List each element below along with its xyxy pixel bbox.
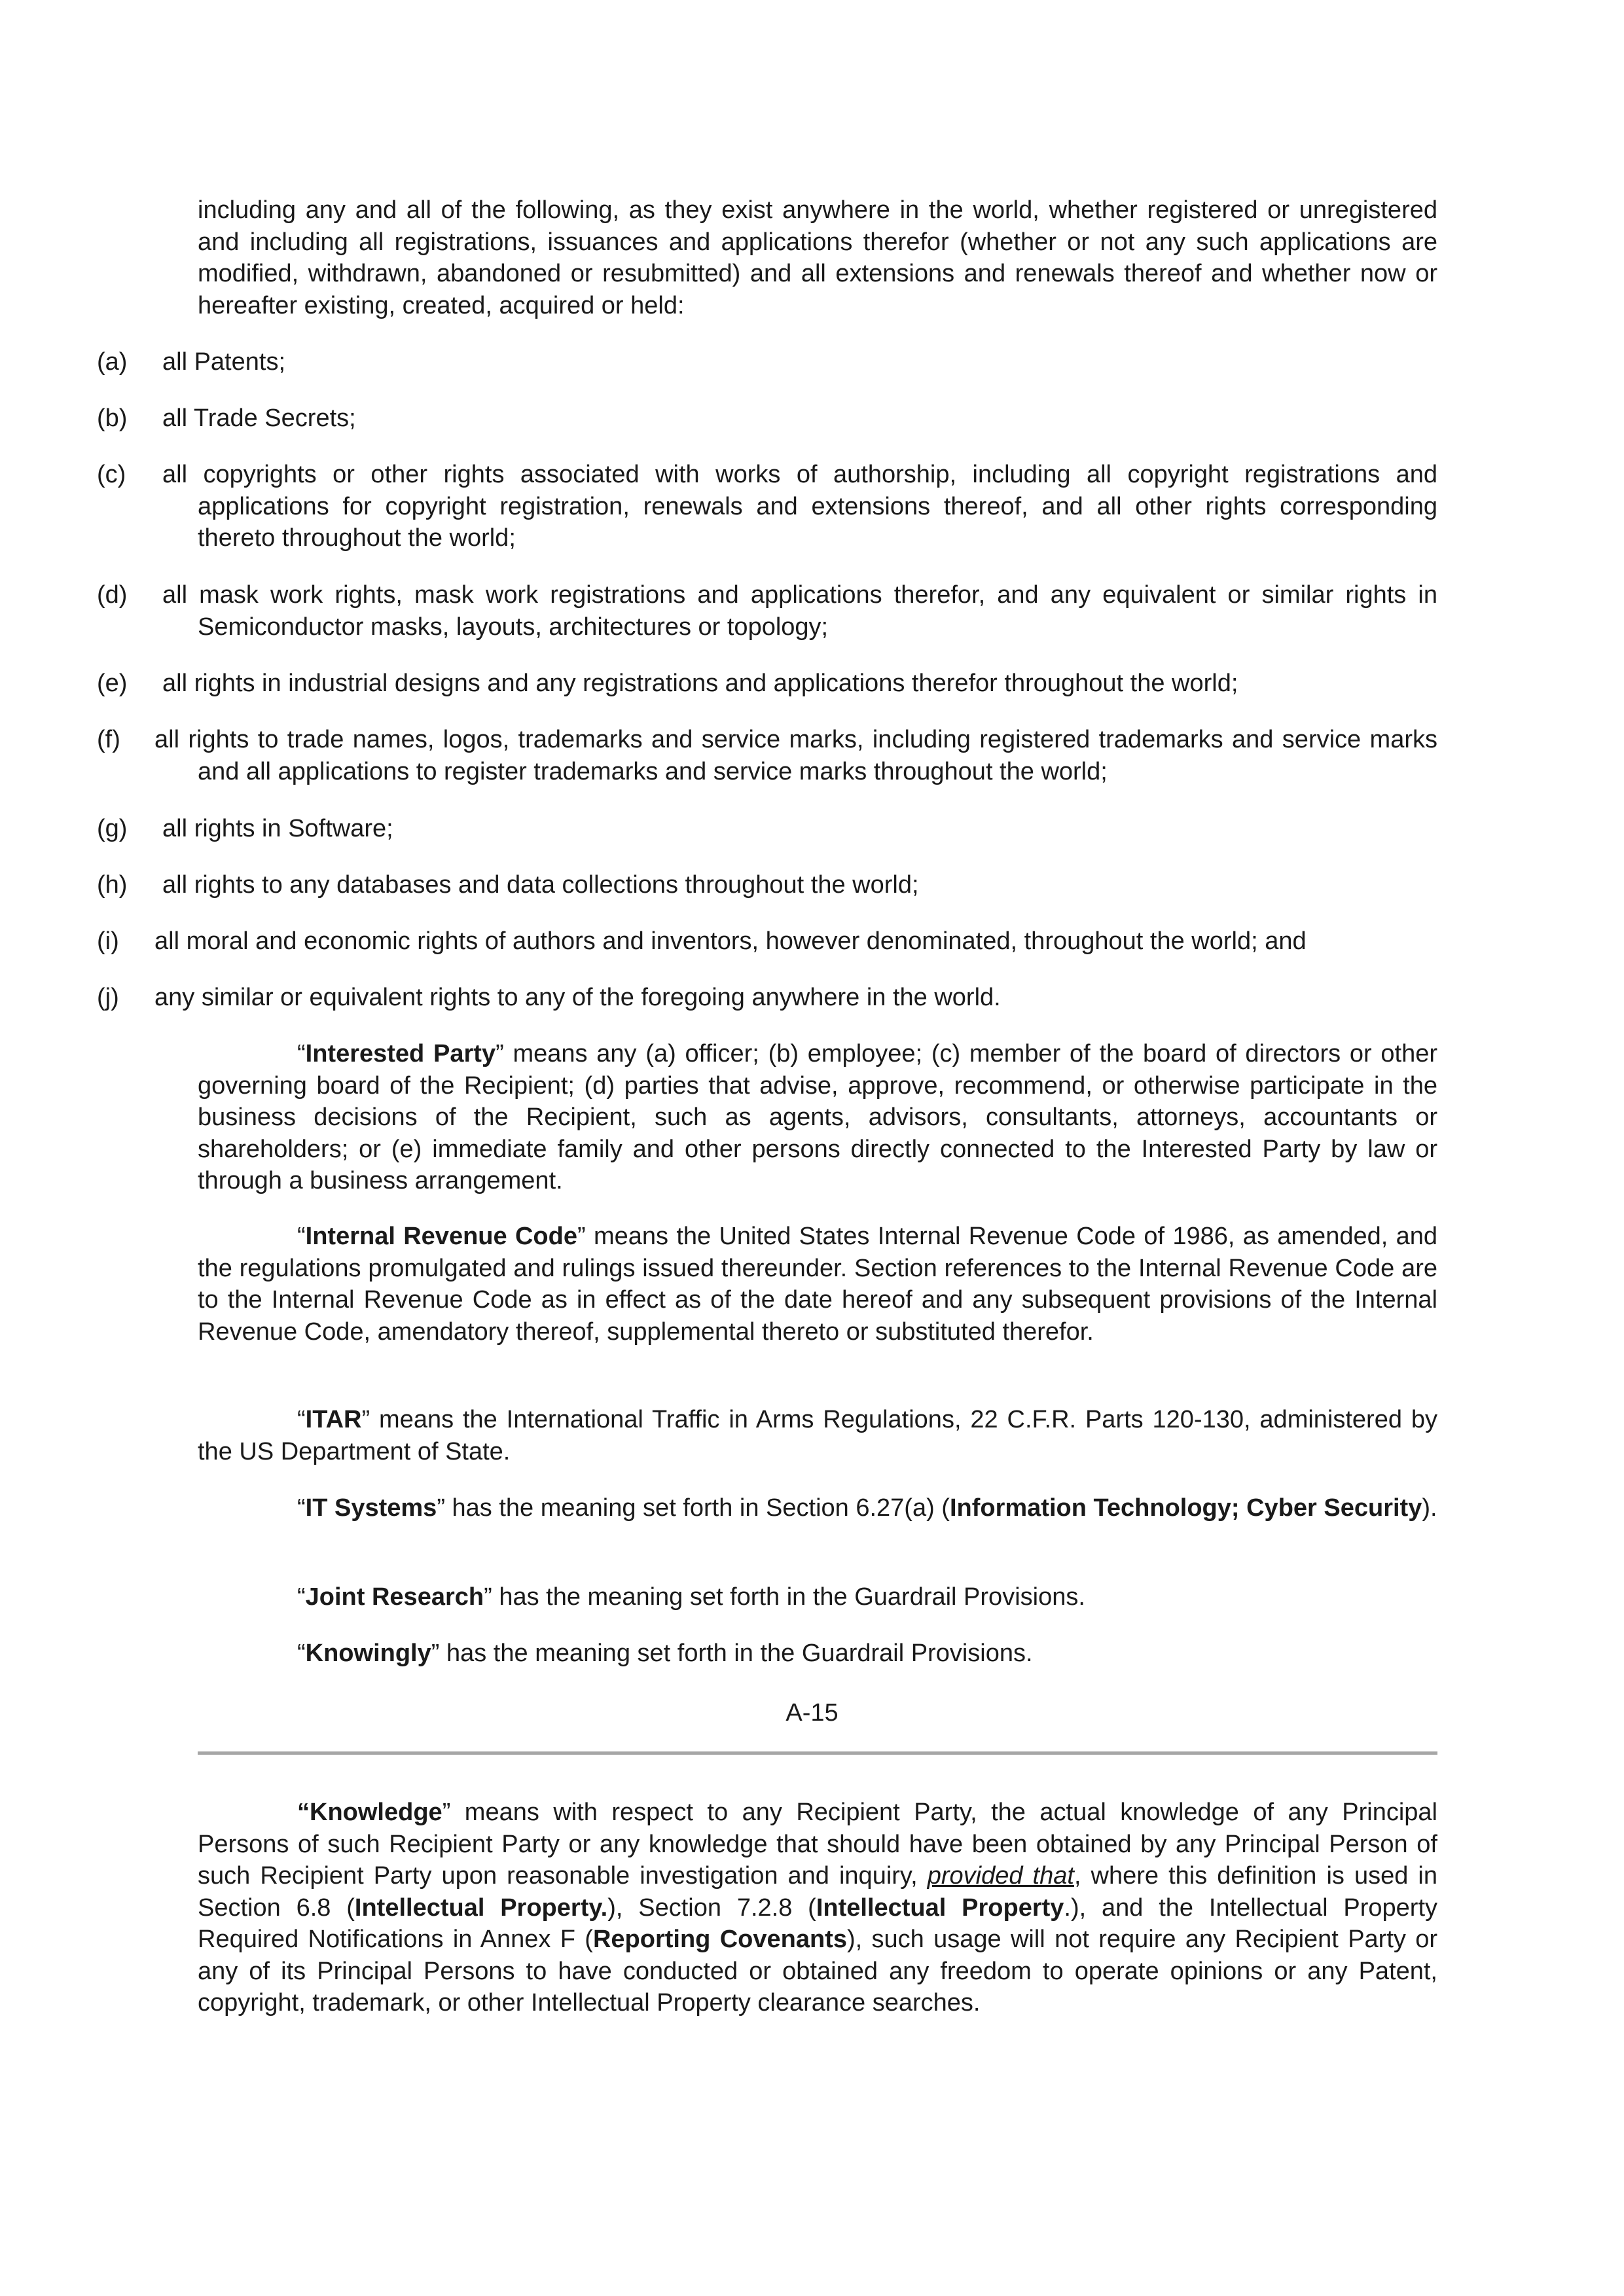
list-label: (c) <box>97 461 126 488</box>
open-quote: “ <box>297 1799 310 1826</box>
definition-text: means any (a) officer; (b) employee; (c) member of the board of directors or other governing board of the Recipient; (d) parties that advise, approve, recommend, or otherwise participate in the business decisions of the Recipient, such as agents, advisors, consultants, attorneys, accountants or shareholders; or (e) immediate family and other persons directly connected to the Interested Party by law or through a business arrangement. <box>198 1040 1437 1194</box>
proviso-phrase: provided that <box>927 1862 1074 1890</box>
close-quote: ” <box>496 1040 504 1067</box>
defined-term: Interested Party <box>305 1040 496 1067</box>
open-quote: “ <box>297 1223 306 1250</box>
list-text: any similar or equivalent rights to any of the foregoing anywhere in the world. <box>154 984 1001 1011</box>
defined-term: Knowledge <box>310 1799 442 1826</box>
open-quote: “ <box>297 1583 306 1611</box>
list-label: (a) <box>97 348 128 376</box>
close-quote: ” <box>484 1583 492 1611</box>
intro-paragraph: including any and all of the following, as they exist anywhere in the world, whether registered or unregistered and including all registrations, issuances and applications therefor (whether or not any such applications are modified, withdrawn, abandoned or resubmitted) and all extensions and renewals thereof and whether now or hereafter existing, created, acquired or held: <box>198 196 1437 319</box>
definition-text: , where this definition is used in Section 6.8 ( <box>198 1862 1437 1922</box>
list-label: (d) <box>97 581 128 609</box>
list-label: (b) <box>97 404 128 432</box>
page-divider <box>198 1751 1437 1755</box>
definition-it-systems <box>198 1492 1437 1524</box>
list-item-e <box>97 668 1437 700</box>
close-quote: ” <box>437 1494 445 1522</box>
definition-itar <box>198 1404 1437 1467</box>
list-text: all Trade Secrets; <box>162 404 356 432</box>
definition-knowledge <box>198 1797 1437 2019</box>
list-label: (h) <box>97 871 128 899</box>
list-item-c <box>97 459 1437 554</box>
list-item-d <box>97 579 1437 643</box>
open-quote: “ <box>297 1494 306 1522</box>
list-item-b <box>97 403 1437 435</box>
definition-text: means the United States Internal Revenue Code of 1986, as amended, and the regulations promulgated and rulings issued thereunder. Section references to the Internal Revenue Code are to the Internal Revenue Code as in effect as of the date hereof and any subsequent provisions of the Internal Revenue Code, amendatory thereof, supplemental thereto or substituted therefor. <box>198 1223 1438 1346</box>
list-item-j <box>97 982 1437 1014</box>
list-label: (f) <box>97 726 120 753</box>
defined-term: Internal Revenue Code <box>305 1223 577 1250</box>
list-label: (j) <box>97 984 119 1011</box>
close-quote: ” <box>431 1640 440 1667</box>
open-quote: “ <box>297 1040 306 1067</box>
section-reference: Information Technology; Cyber Security <box>949 1494 1422 1522</box>
defined-term: Joint Research <box>305 1583 484 1611</box>
definition-text: has the meaning set forth in Section 6.27(a) ( <box>444 1494 950 1522</box>
definition-text: means with respect to any Recipient Party, the actual knowledge of any Principal Persons of such Recipient Party or any knowledge that should have been obtained by any Principal Person of such Recipient Party upon reasonable investigation and inquiry, <box>198 1799 1437 1890</box>
list-label: (e) <box>97 670 128 697</box>
list-item-h <box>97 869 1437 901</box>
section-reference: Intellectual Property <box>816 1893 1064 1922</box>
list-label: (i) <box>97 927 119 955</box>
list-text: all rights in Software; <box>162 815 393 842</box>
definition-text: ), such usage will not require any Recipient Party or any of its Principal Persons to have conducted or obtained any freedom to operate opinions or any Patent, copyright, trademark, or other Intellectual Property clearance searches. <box>198 1926 1437 2017</box>
list-text: all moral and economic rights of authors and inventors, however denominated, throughout the world; and <box>154 927 1307 955</box>
close-quote: ” <box>577 1223 586 1250</box>
list-text: all Patents; <box>162 348 285 376</box>
section-reference: Intellectual Property. <box>354 1893 608 1922</box>
definition-interested-party <box>198 1038 1437 1197</box>
definition-text: ), Section 7.2.8 ( <box>607 1893 816 1922</box>
list-text: all mask work rights, mask work registrations and applications therefor, and any equivalent or similar rights in Semiconductor masks, layouts, architectures or topology; <box>162 581 1437 641</box>
definition-joint-research <box>198 1581 1437 1613</box>
list-text: all copyrights or other rights associated with works of authorship, including all copyright registrations and applications for copyright registration, renewals and extensions thereof, and all other rights corresponding thereto throughout the world; <box>162 461 1437 552</box>
open-quote: “ <box>297 1640 306 1667</box>
list-text: all rights to any databases and data collections throughout the world; <box>162 871 919 899</box>
page-number: A-15 <box>785 1699 839 1727</box>
defined-term: Knowingly <box>305 1640 431 1667</box>
defined-term: ITAR <box>305 1406 362 1433</box>
definition-knowingly <box>198 1638 1437 1670</box>
definition-text: has the meaning set forth in the Guardrail Provisions. <box>492 1583 1085 1611</box>
definition-text: means the International Traffic in Arms Regulations, 22 C.F.R. Parts 120-130, administered by the US Department of State. <box>198 1406 1437 1465</box>
section-reference: Reporting Covenants <box>592 1926 847 1953</box>
list-item-g <box>97 813 1437 845</box>
definition-tail: ). <box>1422 1494 1437 1522</box>
defined-term: IT Systems <box>305 1494 437 1522</box>
definition-text: has the meaning set forth in the Guardrail Provisions. <box>439 1640 1033 1667</box>
definition-internal-revenue-code <box>198 1221 1437 1348</box>
list-label: (g) <box>97 815 128 842</box>
list-item-a <box>97 346 1437 378</box>
list-item-f <box>97 724 1437 787</box>
list-item-i <box>97 925 1437 958</box>
close-quote: ” <box>361 1406 370 1433</box>
list-text: all rights in industrial designs and any registrations and applications therefor throughout the world; <box>162 670 1238 697</box>
close-quote: ” <box>442 1799 451 1826</box>
definition-text: .), and the Intellectual Property Required Notifications in Annex F ( <box>198 1893 1437 1953</box>
list-text: all rights to trade names, logos, trademarks and service marks, including registered trademarks and service marks and all applications to register trademarks and service marks throughout the world; <box>154 726 1437 785</box>
open-quote: “ <box>297 1406 306 1433</box>
